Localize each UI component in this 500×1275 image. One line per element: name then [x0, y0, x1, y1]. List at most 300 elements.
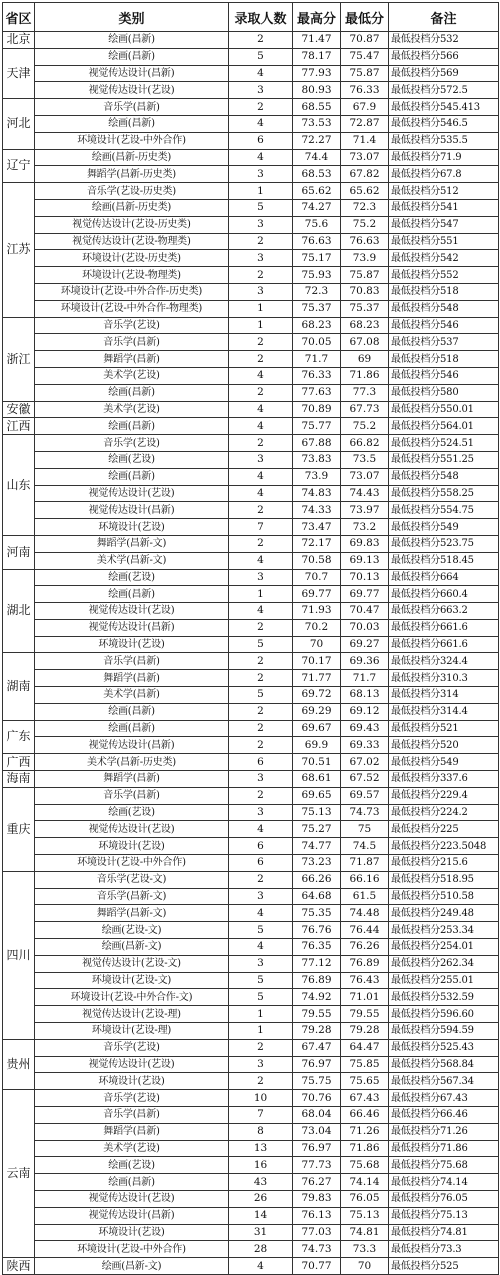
- table-row: [3, 65, 499, 82]
- category-cell: 舞蹈学(昌新): [35, 670, 229, 687]
- table-row: [3, 754, 499, 771]
- province-cell: 天津: [3, 48, 35, 98]
- max-score-cell: 73.23: [293, 855, 341, 872]
- max-score-cell: 76.27: [293, 1174, 341, 1191]
- max-score-cell: 70.58: [293, 552, 341, 569]
- max-score-cell: 76.76: [293, 922, 341, 939]
- category-cell: 视觉传达设计(昌新): [35, 65, 229, 82]
- remarks-cell: 最低投档分75.13: [389, 1207, 499, 1224]
- category-cell: 视觉传达设计(艺设-理): [35, 1006, 229, 1023]
- table-row: [3, 1006, 499, 1023]
- max-score-cell: 74.4: [293, 149, 341, 166]
- max-score-cell: 74.73: [293, 1241, 341, 1258]
- remarks-cell: 最低投档分510.58: [389, 888, 499, 905]
- remarks-cell: 最低投档分520: [389, 737, 499, 754]
- category-cell: 绘画(昌新): [35, 586, 229, 603]
- admitted-count-cell: 3: [229, 955, 293, 972]
- table-row: [3, 300, 499, 317]
- min-score-cell: 67.02: [341, 754, 389, 771]
- province-cell: 海南: [3, 771, 35, 788]
- remarks-cell: 最低投档分337.6: [389, 771, 499, 788]
- remarks-cell: 最低投档分310.3: [389, 670, 499, 687]
- category-cell: 音乐学(艺设): [35, 1090, 229, 1107]
- admitted-count-cell: 4: [229, 821, 293, 838]
- min-score-cell: 74.48: [341, 905, 389, 922]
- min-score-cell: 74.43: [341, 485, 389, 502]
- remarks-cell: 最低投档分545.413: [389, 99, 499, 116]
- max-score-cell: 76.97: [293, 1056, 341, 1073]
- min-score-cell: 69.77: [341, 586, 389, 603]
- max-score-cell: 68.53: [293, 166, 341, 183]
- remarks-cell: 最低投档分253.34: [389, 922, 499, 939]
- max-score-cell: 79.83: [293, 1190, 341, 1207]
- remarks-cell: 最低投档分551: [389, 233, 499, 250]
- admitted-count-cell: 3: [229, 771, 293, 788]
- province-cell: 山东: [3, 435, 35, 536]
- min-score-cell: 76.44: [341, 922, 389, 939]
- max-score-cell: 70.7: [293, 569, 341, 586]
- table-row: [3, 250, 499, 267]
- table-row: [3, 317, 499, 334]
- admitted-count-cell: 2: [229, 871, 293, 888]
- table-row: [3, 418, 499, 435]
- category-cell: 绘画(昌新): [35, 1174, 229, 1191]
- min-score-cell: 69.57: [341, 787, 389, 804]
- admitted-count-cell: 14: [229, 1207, 293, 1224]
- table-row: [3, 955, 499, 972]
- category-cell: 音乐学(昌新): [35, 787, 229, 804]
- remarks-cell: 最低投档分324.4: [389, 653, 499, 670]
- remarks-cell: 最低投档分549: [389, 519, 499, 536]
- max-score-cell: 75.6: [293, 216, 341, 233]
- admitted-count-cell: 2: [229, 502, 293, 519]
- table-row: [3, 939, 499, 956]
- max-score-cell: 74.92: [293, 989, 341, 1006]
- min-score-cell: 74.73: [341, 804, 389, 821]
- province-cell: 湖南: [3, 653, 35, 720]
- admitted-count-cell: 26: [229, 1190, 293, 1207]
- max-score-cell: 80.93: [293, 82, 341, 99]
- category-cell: 视觉传达设计(昌新): [35, 1207, 229, 1224]
- category-cell: 绘画(昌新): [35, 32, 229, 49]
- remarks-cell: 最低投档分663.2: [389, 603, 499, 620]
- table-row: [3, 233, 499, 250]
- admitted-count-cell: 4: [229, 552, 293, 569]
- table-row: [3, 183, 499, 200]
- table-row: [3, 787, 499, 804]
- admitted-count-cell: 16: [229, 1157, 293, 1174]
- remarks-cell: 最低投档分224.2: [389, 804, 499, 821]
- category-cell: 绘画(昌新): [35, 418, 229, 435]
- table-row: [3, 1140, 499, 1157]
- category-cell: 视觉传达设计(艺设): [35, 821, 229, 838]
- admitted-count-cell: 2: [229, 619, 293, 636]
- admitted-count-cell: 2: [229, 267, 293, 284]
- admitted-count-cell: 2: [229, 351, 293, 368]
- remarks-cell: 最低投档分564.01: [389, 418, 499, 435]
- table-row: [3, 149, 499, 166]
- max-score-cell: 70.77: [293, 1258, 341, 1275]
- max-score-cell: 76.35: [293, 939, 341, 956]
- max-score-cell: 75.75: [293, 1073, 341, 1090]
- category-cell: 视觉传达设计(艺设): [35, 1056, 229, 1073]
- min-score-cell: 67.43: [341, 1090, 389, 1107]
- admitted-count-cell: 6: [229, 754, 293, 771]
- table-row: [3, 1157, 499, 1174]
- category-cell: 音乐学(昌新): [35, 99, 229, 116]
- province-cell: 浙江: [3, 317, 35, 401]
- category-cell: 舞蹈学(昌新): [35, 771, 229, 788]
- max-score-cell: 68.04: [293, 1107, 341, 1124]
- table-row: [3, 636, 499, 653]
- category-cell: 环境设计(艺设-中外合作-文): [35, 989, 229, 1006]
- remarks-cell: 最低投档分255.01: [389, 972, 499, 989]
- table-row: [3, 771, 499, 788]
- remarks-cell: 最低投档分512: [389, 183, 499, 200]
- admitted-count-cell: 28: [229, 1241, 293, 1258]
- remarks-cell: 最低投档分554.75: [389, 502, 499, 519]
- max-score-cell: 68.23: [293, 317, 341, 334]
- category-cell: 绘画(昌新-历史类): [35, 199, 229, 216]
- province-cell: 陕西: [3, 1258, 35, 1275]
- min-score-cell: 69.33: [341, 737, 389, 754]
- header-row: [3, 3, 499, 32]
- admission-table: [2, 2, 499, 1275]
- admitted-count-cell: 4: [229, 115, 293, 132]
- min-score-cell: 77.3: [341, 384, 389, 401]
- remarks-cell: 最低投档分552: [389, 267, 499, 284]
- remarks-cell: 最低投档分518: [389, 351, 499, 368]
- category-cell: 环境设计(艺设-中外合作): [35, 855, 229, 872]
- admitted-count-cell: 3: [229, 1056, 293, 1073]
- admitted-count-cell: 5: [229, 199, 293, 216]
- admitted-count-cell: 4: [229, 905, 293, 922]
- table-row: [3, 1023, 499, 1040]
- category-cell: 环境设计(艺设-文): [35, 972, 229, 989]
- max-score-cell: 75.93: [293, 267, 341, 284]
- max-score-cell: 70.05: [293, 334, 341, 351]
- table-row: [3, 838, 499, 855]
- table-body: [3, 32, 499, 1275]
- category-cell: 美术学(昌新-历史类): [35, 754, 229, 771]
- table-row: [3, 166, 499, 183]
- table-row: [3, 922, 499, 939]
- table-row: [3, 1174, 499, 1191]
- category-cell: 环境设计(艺设): [35, 1073, 229, 1090]
- min-score-cell: 76.43: [341, 972, 389, 989]
- remarks-cell: 最低投档分546.5: [389, 115, 499, 132]
- table-row: [3, 132, 499, 149]
- category-cell: 绘画(昌新): [35, 468, 229, 485]
- min-score-cell: 73.5: [341, 451, 389, 468]
- min-score-cell: 72.3: [341, 199, 389, 216]
- remarks-cell: 最低投档分580: [389, 384, 499, 401]
- table-row: [3, 1258, 499, 1275]
- min-score-cell: 75.65: [341, 1073, 389, 1090]
- admitted-count-cell: 3: [229, 569, 293, 586]
- category-cell: 环境设计(艺设-物理类): [35, 267, 229, 284]
- min-score-cell: 76.63: [341, 233, 389, 250]
- min-score-cell: 61.5: [341, 888, 389, 905]
- category-cell: 视觉传达设计(艺设-文): [35, 955, 229, 972]
- remarks-cell: 最低投档分71.86: [389, 1140, 499, 1157]
- category-cell: 环境设计(艺设): [35, 838, 229, 855]
- min-score-cell: 71.4: [341, 132, 389, 149]
- province-cell: 安徽: [3, 401, 35, 418]
- min-score-cell: 67.73: [341, 401, 389, 418]
- max-score-cell: 72.17: [293, 535, 341, 552]
- category-cell: 舞蹈学(昌新): [35, 351, 229, 368]
- table-row: [3, 871, 499, 888]
- remarks-cell: 最低投档分546: [389, 317, 499, 334]
- remarks-cell: 最低投档分550.01: [389, 401, 499, 418]
- min-score-cell: 75.37: [341, 300, 389, 317]
- category-cell: 绘画(艺设): [35, 569, 229, 586]
- table-row: [3, 569, 499, 586]
- max-score-cell: 68.55: [293, 99, 341, 116]
- max-score-cell: 67.47: [293, 1039, 341, 1056]
- max-score-cell: 70.76: [293, 1090, 341, 1107]
- header-min-score: 最低分: [341, 3, 389, 32]
- province-cell: 北京: [3, 32, 35, 49]
- min-score-cell: 67.82: [341, 166, 389, 183]
- min-score-cell: 66.46: [341, 1107, 389, 1124]
- table-row: [3, 1207, 499, 1224]
- min-score-cell: 76.33: [341, 82, 389, 99]
- table-row: [3, 1241, 499, 1258]
- min-score-cell: 75.68: [341, 1157, 389, 1174]
- category-cell: 舞蹈学(昌新): [35, 1123, 229, 1140]
- max-score-cell: 77.73: [293, 1157, 341, 1174]
- max-score-cell: 74.33: [293, 502, 341, 519]
- table-row: [3, 468, 499, 485]
- remarks-cell: 最低投档分547: [389, 216, 499, 233]
- max-score-cell: 71.93: [293, 603, 341, 620]
- admitted-count-cell: 3: [229, 166, 293, 183]
- table-row: [3, 737, 499, 754]
- max-score-cell: 72.27: [293, 132, 341, 149]
- table-row: [3, 552, 499, 569]
- remarks-cell: 最低投档分67.43: [389, 1090, 499, 1107]
- min-score-cell: 67.9: [341, 99, 389, 116]
- min-score-cell: 76.05: [341, 1190, 389, 1207]
- remarks-cell: 最低投档分223.5048: [389, 838, 499, 855]
- admitted-count-cell: 13: [229, 1140, 293, 1157]
- min-score-cell: 70: [341, 1258, 389, 1275]
- max-score-cell: 73.04: [293, 1123, 341, 1140]
- table-row: [3, 804, 499, 821]
- admitted-count-cell: 7: [229, 1107, 293, 1124]
- max-score-cell: 69.9: [293, 737, 341, 754]
- province-cell: 广东: [3, 720, 35, 754]
- table-row: [3, 1107, 499, 1124]
- max-score-cell: 79.55: [293, 1006, 341, 1023]
- max-score-cell: 75.27: [293, 821, 341, 838]
- remarks-cell: 最低投档分67.8: [389, 166, 499, 183]
- admitted-count-cell: 2: [229, 703, 293, 720]
- min-score-cell: 70.87: [341, 32, 389, 49]
- category-cell: 绘画(昌新-文): [35, 939, 229, 956]
- category-cell: 环境设计(艺设): [35, 1224, 229, 1241]
- category-cell: 绘画(昌新): [35, 703, 229, 720]
- category-cell: 音乐学(昌新): [35, 334, 229, 351]
- admitted-count-cell: 31: [229, 1224, 293, 1241]
- max-score-cell: 69.77: [293, 586, 341, 603]
- header-remarks: 备注: [389, 3, 499, 32]
- min-score-cell: 76.26: [341, 939, 389, 956]
- remarks-cell: 最低投档分71.26: [389, 1123, 499, 1140]
- province-cell: 江苏: [3, 183, 35, 317]
- table-row: [3, 519, 499, 536]
- admitted-count-cell: 4: [229, 1258, 293, 1275]
- admitted-count-cell: 6: [229, 838, 293, 855]
- min-score-cell: 64.47: [341, 1039, 389, 1056]
- province-cell: 四川: [3, 871, 35, 1039]
- min-score-cell: 72.87: [341, 115, 389, 132]
- category-cell: 音乐学(昌新): [35, 653, 229, 670]
- table-row: [3, 199, 499, 216]
- min-score-cell: 70.13: [341, 569, 389, 586]
- table-row: [3, 670, 499, 687]
- table-row: [3, 821, 499, 838]
- remarks-cell: 最低投档分521: [389, 720, 499, 737]
- remarks-cell: 最低投档分525.43: [389, 1039, 499, 1056]
- remarks-cell: 最低投档分75.68: [389, 1157, 499, 1174]
- min-score-cell: 69.43: [341, 720, 389, 737]
- max-score-cell: 69.67: [293, 720, 341, 737]
- min-score-cell: 68.23: [341, 317, 389, 334]
- category-cell: 环境设计(艺设-中外合作-物理类): [35, 300, 229, 317]
- table-row: [3, 720, 499, 737]
- province-cell: 云南: [3, 1090, 35, 1258]
- remarks-cell: 最低投档分549: [389, 754, 499, 771]
- max-score-cell: 74.77: [293, 838, 341, 855]
- admitted-count-cell: 1: [229, 300, 293, 317]
- min-score-cell: 79.55: [341, 1006, 389, 1023]
- table-row: [3, 82, 499, 99]
- admitted-count-cell: 2: [229, 535, 293, 552]
- table-row: [3, 401, 499, 418]
- max-score-cell: 76.33: [293, 367, 341, 384]
- category-cell: 音乐学(艺设-历史类): [35, 183, 229, 200]
- category-cell: 视觉传达设计(昌新): [35, 502, 229, 519]
- min-score-cell: 79.28: [341, 1023, 389, 1040]
- min-score-cell: 73.2: [341, 519, 389, 536]
- remarks-cell: 最低投档分73.3: [389, 1241, 499, 1258]
- min-score-cell: 75.47: [341, 48, 389, 65]
- table-row: [3, 1039, 499, 1056]
- min-score-cell: 69.12: [341, 703, 389, 720]
- min-score-cell: 66.82: [341, 435, 389, 452]
- category-cell: 音乐学(艺设): [35, 317, 229, 334]
- admitted-count-cell: 2: [229, 653, 293, 670]
- min-score-cell: 69.27: [341, 636, 389, 653]
- admitted-count-cell: 4: [229, 603, 293, 620]
- min-score-cell: 67.08: [341, 334, 389, 351]
- category-cell: 美术学(艺设): [35, 401, 229, 418]
- remarks-cell: 最低投档分566: [389, 48, 499, 65]
- max-score-cell: 76.63: [293, 233, 341, 250]
- min-score-cell: 75: [341, 821, 389, 838]
- max-score-cell: 72.3: [293, 283, 341, 300]
- max-score-cell: 75.37: [293, 300, 341, 317]
- admitted-count-cell: 5: [229, 989, 293, 1006]
- min-score-cell: 75.87: [341, 65, 389, 82]
- category-cell: 音乐学(昌新): [35, 1107, 229, 1124]
- category-cell: 音乐学(艺设-文): [35, 871, 229, 888]
- admitted-count-cell: 2: [229, 435, 293, 452]
- admitted-count-cell: 2: [229, 99, 293, 116]
- province-cell: 河北: [3, 99, 35, 149]
- category-cell: 音乐学(艺设): [35, 1039, 229, 1056]
- max-score-cell: 79.28: [293, 1023, 341, 1040]
- category-cell: 视觉传达设计(艺设): [35, 485, 229, 502]
- admitted-count-cell: 2: [229, 1039, 293, 1056]
- min-score-cell: 71.87: [341, 855, 389, 872]
- admitted-count-cell: 7: [229, 519, 293, 536]
- admitted-count-cell: 3: [229, 451, 293, 468]
- admitted-count-cell: 4: [229, 149, 293, 166]
- table-row: [3, 351, 499, 368]
- min-score-cell: 70.83: [341, 283, 389, 300]
- table-row: [3, 603, 499, 620]
- min-score-cell: 75.13: [341, 1207, 389, 1224]
- min-score-cell: 69.36: [341, 653, 389, 670]
- min-score-cell: 71.01: [341, 989, 389, 1006]
- admitted-count-cell: 5: [229, 972, 293, 989]
- max-score-cell: 65.62: [293, 183, 341, 200]
- max-score-cell: 77.93: [293, 65, 341, 82]
- province-cell: 河南: [3, 535, 35, 569]
- province-cell: 辽宁: [3, 149, 35, 183]
- min-score-cell: 69.83: [341, 535, 389, 552]
- header-admitted-count: 录取人数: [229, 3, 293, 32]
- max-score-cell: 78.17: [293, 48, 341, 65]
- max-score-cell: 73.83: [293, 451, 341, 468]
- table-row: [3, 535, 499, 552]
- admitted-count-cell: 2: [229, 720, 293, 737]
- remarks-cell: 最低投档分572.5: [389, 82, 499, 99]
- category-cell: 绘画(昌新): [35, 384, 229, 401]
- remarks-cell: 最低投档分524.51: [389, 435, 499, 452]
- max-score-cell: 67.88: [293, 435, 341, 452]
- min-score-cell: 71.86: [341, 1140, 389, 1157]
- admitted-count-cell: 4: [229, 401, 293, 418]
- table-row: [3, 99, 499, 116]
- remarks-cell: 最低投档分551.25: [389, 451, 499, 468]
- max-score-cell: 75.77: [293, 418, 341, 435]
- admitted-count-cell: 3: [229, 216, 293, 233]
- remarks-cell: 最低投档分249.48: [389, 905, 499, 922]
- remarks-cell: 最低投档分558.25: [389, 485, 499, 502]
- remarks-cell: 最低投档分314.4: [389, 703, 499, 720]
- remarks-cell: 最低投档分532.59: [389, 989, 499, 1006]
- admitted-count-cell: 5: [229, 922, 293, 939]
- min-score-cell: 70.47: [341, 603, 389, 620]
- max-score-cell: 75.35: [293, 905, 341, 922]
- max-score-cell: 69.72: [293, 687, 341, 704]
- admitted-count-cell: 4: [229, 468, 293, 485]
- admitted-count-cell: 3: [229, 804, 293, 821]
- remarks-cell: 最低投档分567.34: [389, 1073, 499, 1090]
- max-score-cell: 66.26: [293, 871, 341, 888]
- category-cell: 环境设计(艺设-理): [35, 1023, 229, 1040]
- max-score-cell: 77.12: [293, 955, 341, 972]
- category-cell: 环境设计(艺设-中外合作): [35, 1241, 229, 1258]
- max-score-cell: 70.17: [293, 653, 341, 670]
- max-score-cell: 69.65: [293, 787, 341, 804]
- category-cell: 美术学(昌新-文): [35, 552, 229, 569]
